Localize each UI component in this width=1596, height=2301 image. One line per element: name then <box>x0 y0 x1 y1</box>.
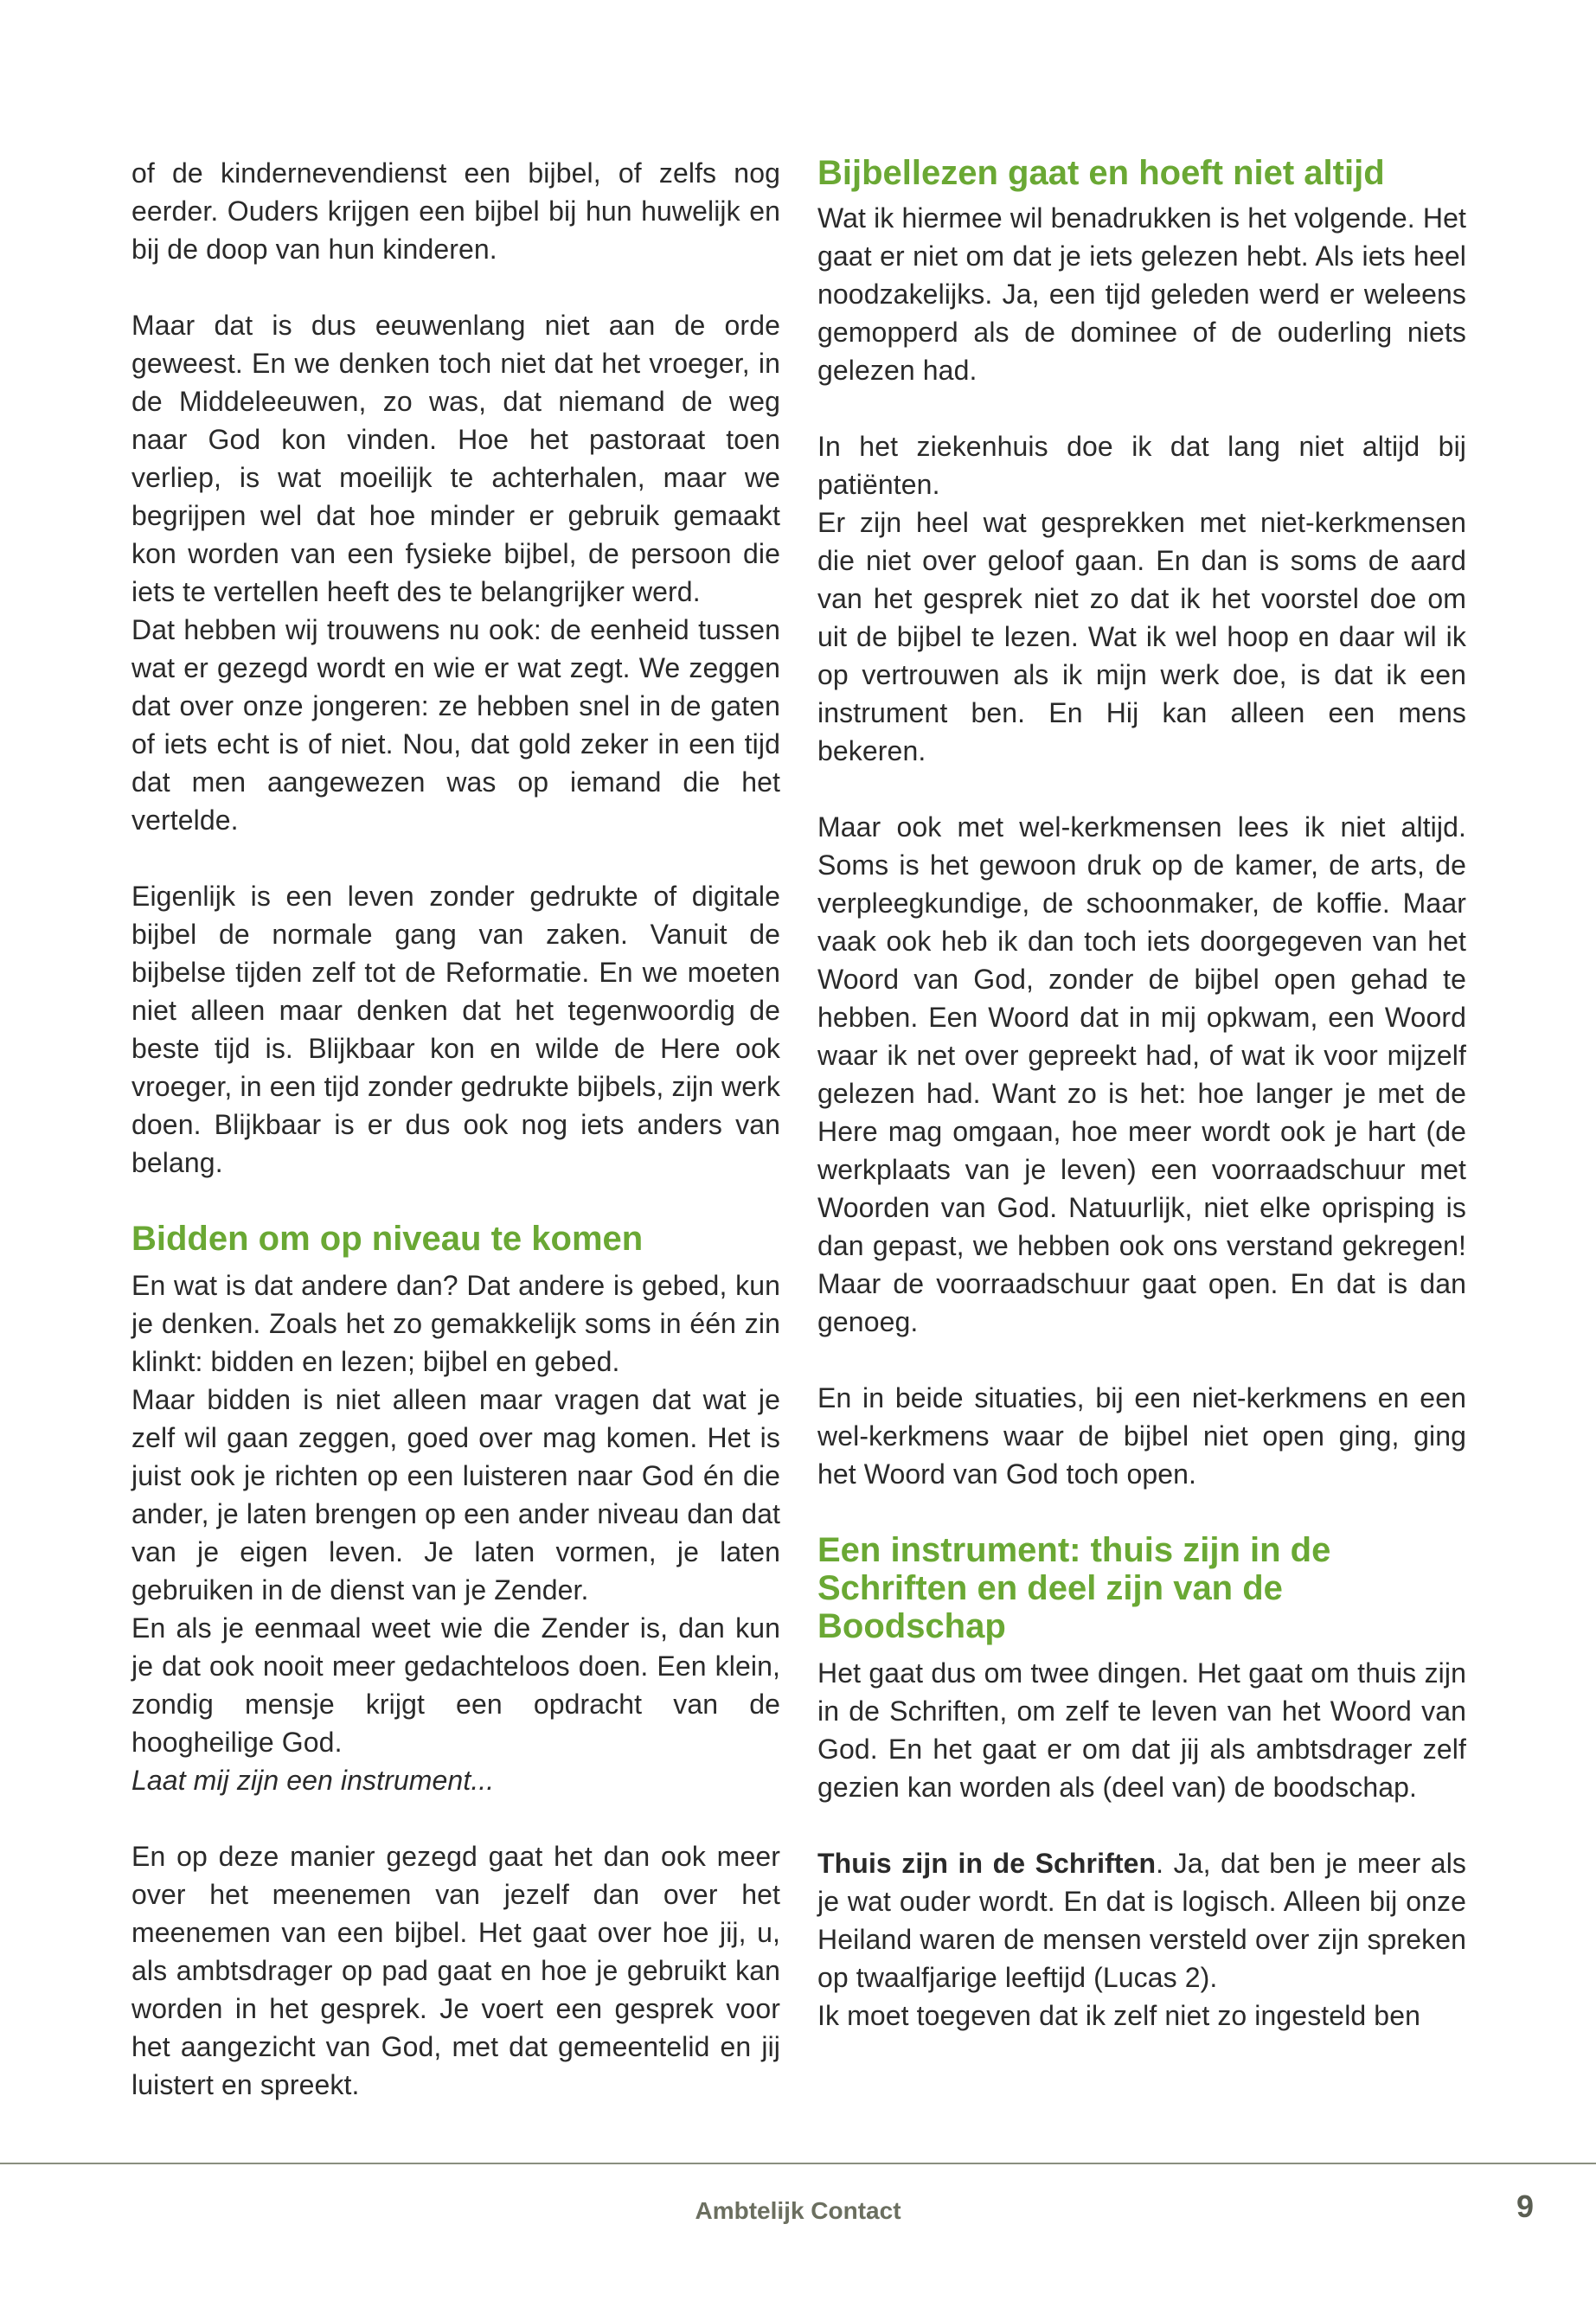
paragraph: En op deze manier gezegd gaat het dan ook meer over het meenemen van jezelf dan over het meenemen van een bijbel. Het gaat over hoe jij, u, als ambtsdrager op pad gaat en hoe je gebruikt kan worden in het gesprek. Je voert een gesprek voor het aangezicht van God, met dat gemeentelid en jij luistert en spreekt. <box>131 1841 780 2100</box>
paragraph: Ik moet toegeven dat ik zelf niet zo ingesteld ben <box>817 2000 1420 2031</box>
paragraph: Het gaat dus om twee dingen. Het gaat om thuis zijn in de Schriften, om zelf te leven van het Woord van God. En het gaat er om dat jij als ambtsdrager zelf gezien kan worden als (deel van) de boodschap. <box>817 1657 1466 1803</box>
paragraph: En als je eenmaal weet wie die Zender is, dan kun je dat ook nooit meer gedachteloos doen. Een klein, zondig mensje krijgt een opdracht van de hoogheilige God. <box>131 1612 780 1758</box>
paragraph: Wat ik hiermee wil benadrukken is het volgende. Het gaat er niet om dat je iets gelezen hebt. Als iets heel noodzakelijks. Ja, een tijd geleden werd er weleens gemopperd als de dominee of de ouderling niets gelezen had. <box>817 202 1466 386</box>
paragraph: of de kindernevendienst een bijbel, of zelfs nog eerder. Ouders krijgen een bijbel bij hun huwelijk en bij de doop van hun kinderen. <box>131 157 780 265</box>
paragraph-italic <box>131 1761 780 1799</box>
paragraph: Maar dat is dus eeuwenlang niet aan de orde geweest. En we denken toch niet dat het vroeger, in de Middeleeuwen, zo was, dat niemand de weg naar God kon vinden. Hoe het pastoraat toen verliep, is wat moeilijk te achterhalen, maar we begrijpen wel dat hoe minder er gebruik gemaakt kon worden van een fysieke bijbel, de persoon die iets te vertellen heeft des te belangrijker werd. <box>131 310 780 607</box>
paragraph-rest: . Ja, dat ben je meer als je wat ouder wordt. En dat is logisch. Alleen bij onze Heiland waren de mensen versteld over zijn spreken op twaalfjarige leeftijd (Lucas 2). <box>817 1848 1466 1993</box>
paragraph-with-bold-lead <box>817 1844 1466 1997</box>
right-column <box>817 154 1466 2035</box>
footer-publication-title: Ambtelijk Contact <box>695 2197 901 2224</box>
paragraph: En wat is dat andere dan? Dat andere is gebed, kun je denken. Zoals het zo gemakkelijk soms in één zin klinkt: bidden en lezen; bijbel en gebed. <box>131 1270 780 1377</box>
paragraph: In het ziekenhuis doe ik dat lang niet altijd bij patiënten. <box>817 431 1466 500</box>
left-column <box>131 154 780 2104</box>
bold-lead: Thuis zijn in de Schriften <box>817 1848 1157 1879</box>
paragraph: Eigenlijk is een leven zonder gedrukte of digitale bijbel de normale gang van zaken. Vanuit de bijbelse tijden zelf tot de Reformatie. En we moeten niet alleen maar denken dat het tegenwoordig de beste tijd is. Blijkbaar kon en wilde de Here ook vroeger, in een tijd zonder gedrukte bijbels, zijn werk doen. Blijkbaar is er dus ook nog iets anders van belang. <box>131 881 780 1178</box>
section-heading-bidden: Bidden om op niveau te komen <box>131 1220 644 1258</box>
paragraph: Maar ook met wel-kerkmensen lees ik niet altijd. Soms is het gewoon druk op de kamer, de arts, de verpleegkundige, de schoonmaker, de koffie. Maar vaak ook heb ik dan toch iets doorgegeven van het Woord van God, zonder de bijbel open gehad te hebben. Een Woord dat in mij opkwam, een Woord waar ik net over gepreekt had, of wat ik voor mijzelf gelezen had. Want zo is het: hoe langer je met de Here mag omgaan, hoe meer wordt ook je hart (de werkplaats van je leven) een voorraadschuur met Woorden van God. Natuurlijk, niet elke oprisping is dan gepast, we hebben ook ons verstand gekregen! Maar de voorraadschuur gaat open. En dat is dan genoeg. <box>817 811 1466 1337</box>
paragraph: Er zijn heel wat gesprekken met niet-kerkmensen die niet over geloof gaan. En dan is soms de aard van het gesprek niet zo dat ik het voorstel doe om uit de bijbel te lezen. Wat ik wel hoop en daar wil ik op vertrouwen als ik mijn werk doe, is dat ik een instrument ben. En Hij kan alleen een mens bekeren. <box>817 507 1466 766</box>
page-number: 9 <box>1516 2189 1534 2224</box>
paragraph: Maar bidden is niet alleen maar vragen dat wat je zelf wil gaan zeggen, goed over mag komen. Het is juist ook je richten op een luisteren naar God én die ander, je laten brengen op een ander niveau dan dat van je eigen leven. Je laten vormen, je laten gebruiken in de dienst van je Zender. <box>131 1384 780 1606</box>
section-heading-instrument: Een instrument: thuis zijn in de Schriften en deel zijn van de Boodschap <box>817 1531 1331 1645</box>
section-heading-bijbellezen: Bijbellezen gaat en hoeft niet altijd <box>817 154 1385 192</box>
italic-quote: Laat mij zijn een instrument... <box>131 1765 495 1796</box>
paragraph: En in beide situaties, bij een niet-kerkmens en een wel-kerkmens waar de bijbel niet open ging, ging het Woord van God toch open. <box>817 1382 1466 1490</box>
footer-divider <box>0 2163 1596 2164</box>
paragraph: Dat hebben wij trouwens nu ook: de eenheid tussen wat er gezegd wordt en wie er wat zegt. We zeggen dat over onze jongeren: ze hebben snel in de gaten of iets echt is of niet. Nou, dat gold zeker in een tijd dat men aangewezen was op iemand die het vertelde. <box>131 614 780 836</box>
